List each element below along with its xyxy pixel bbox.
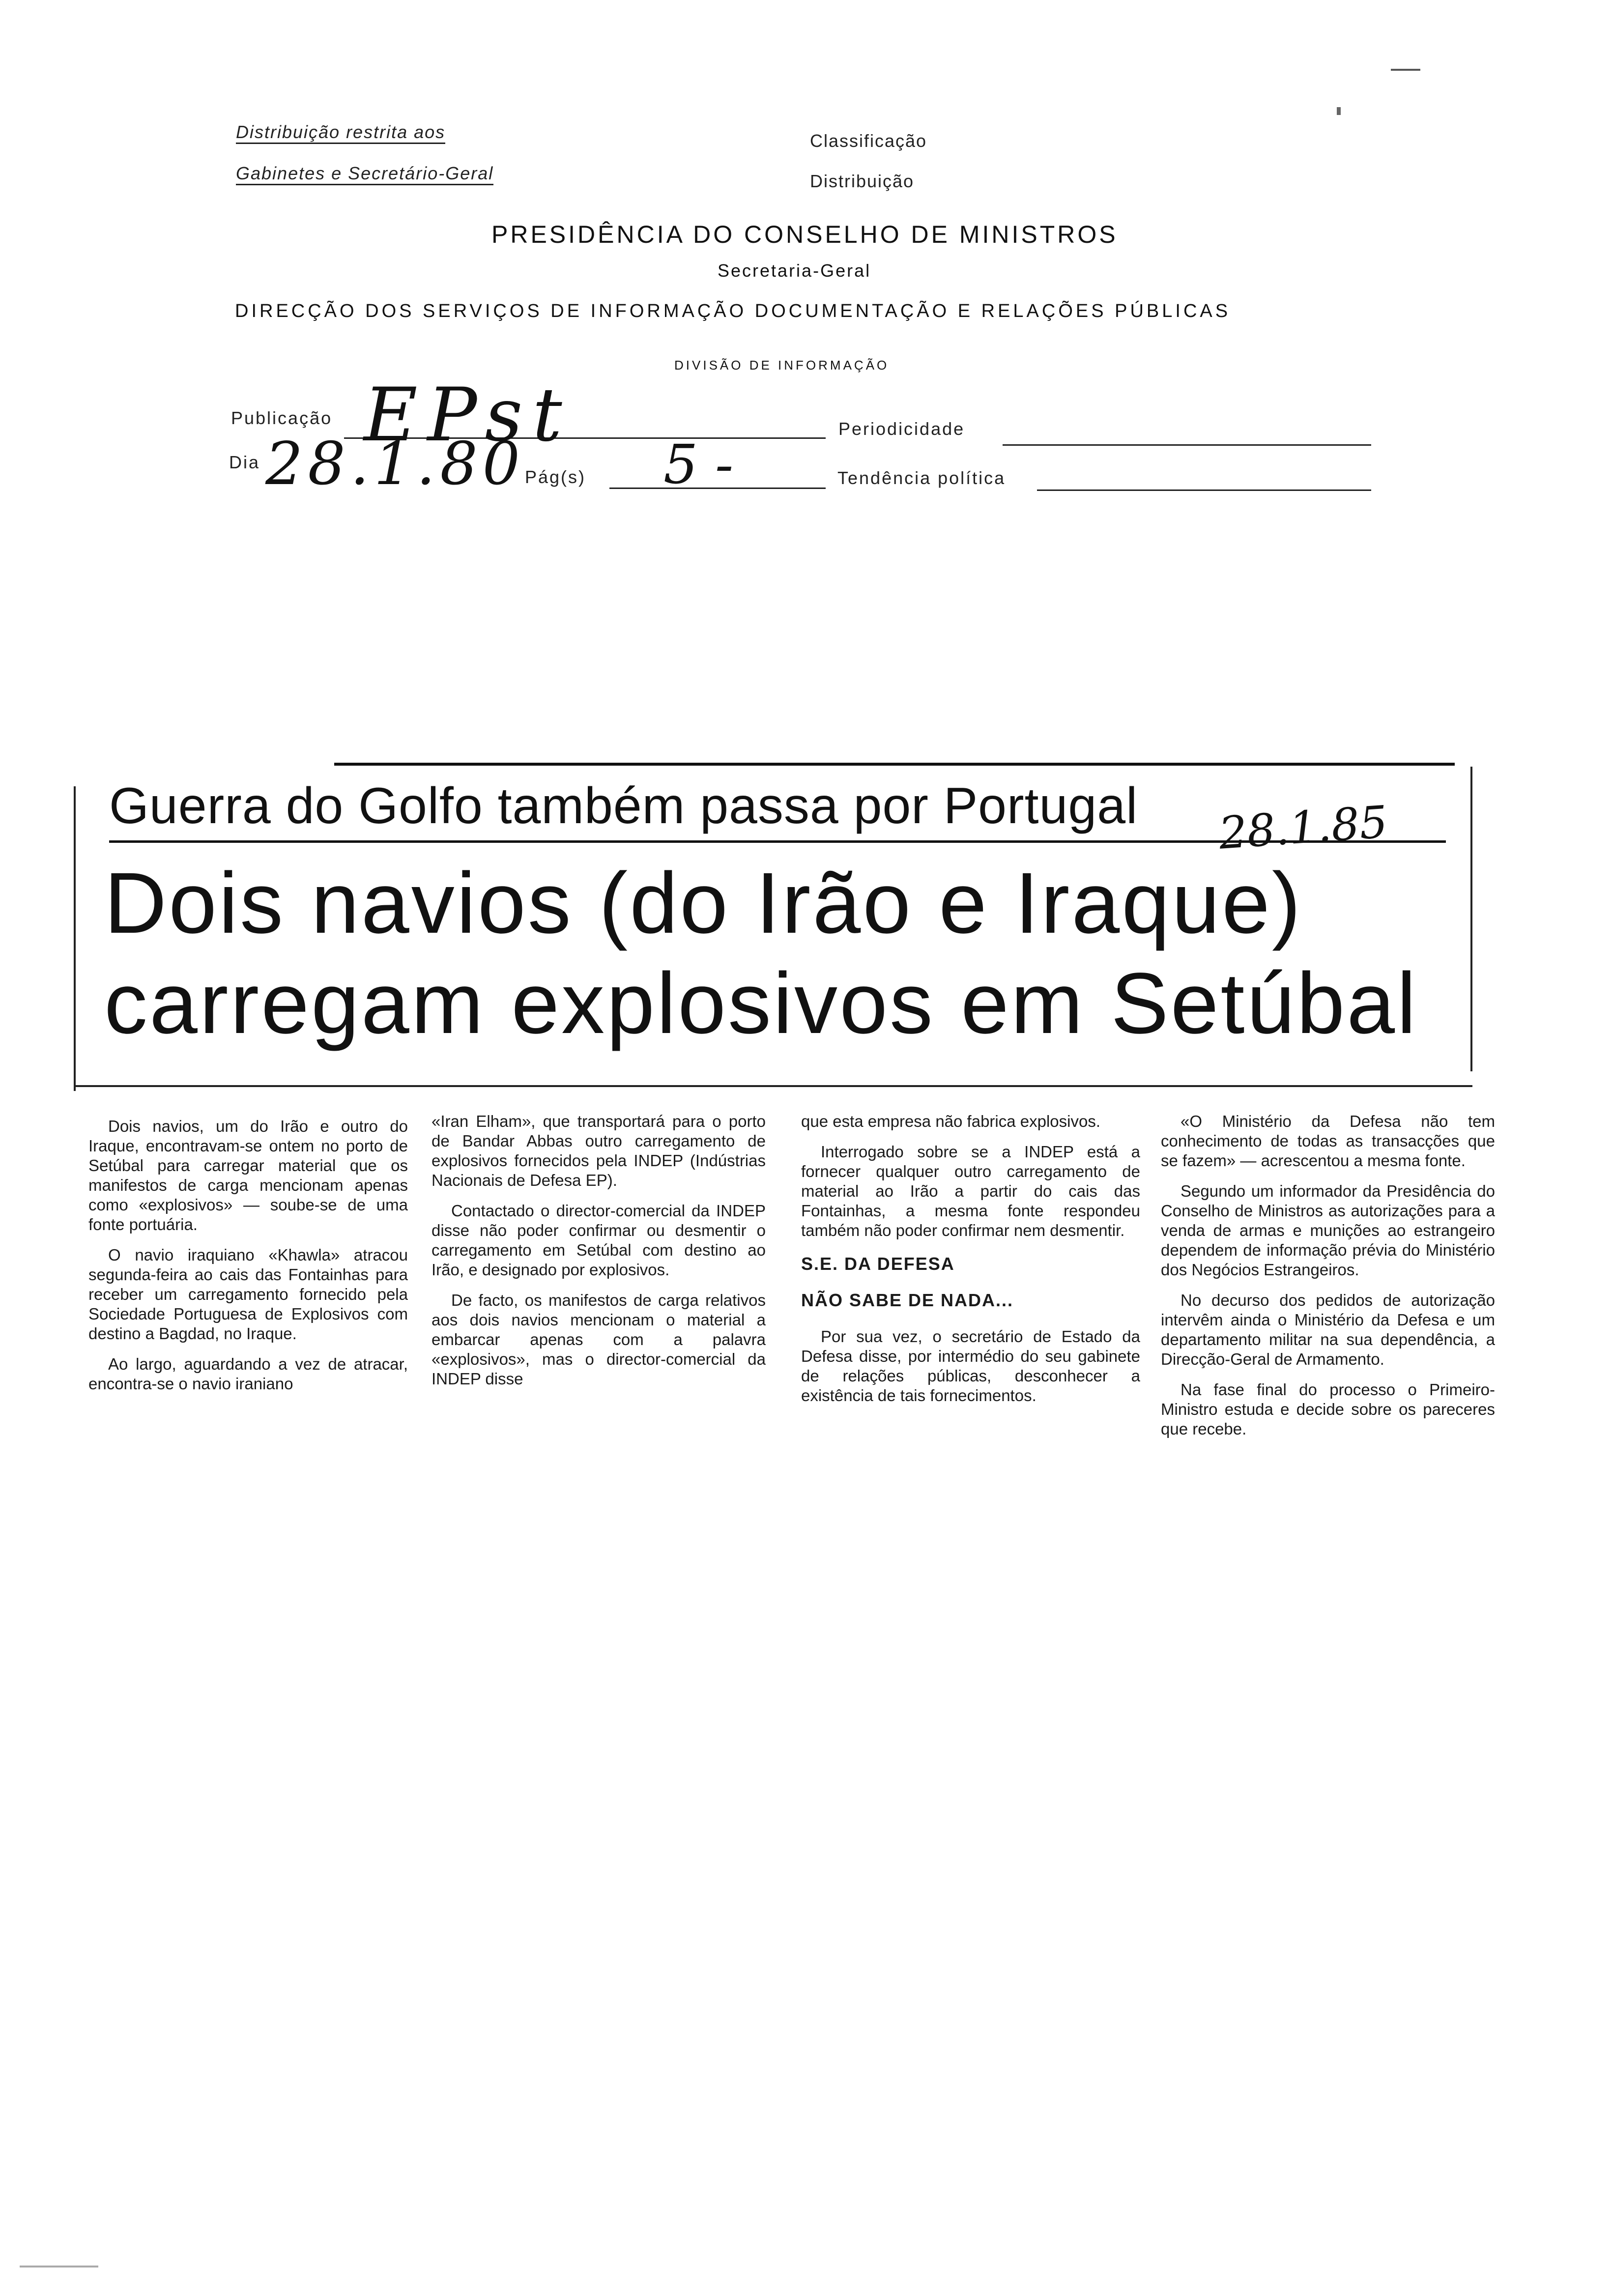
article-column-4 <box>1161 1112 1495 1450</box>
clipping-top-rule <box>334 763 1455 766</box>
distribution-label: Distribuição <box>810 171 915 191</box>
periodicity-line <box>1003 444 1371 446</box>
distribution-restricted-line2: Gabinetes e Secretário-Geral <box>236 163 493 185</box>
headline-bottom-rule <box>74 1085 1472 1087</box>
col3-subhead-1: S.E. DA DEFESA <box>801 1254 955 1274</box>
margin-handwritten-date: 28.1.85 <box>1217 796 1389 860</box>
division-line: DIVISÃO DE INFORMAÇÃO <box>674 358 890 373</box>
scan-speck <box>20 2266 98 2267</box>
distribution-restricted-line1: Distribuição restrita aos <box>236 122 445 144</box>
directorate-line: DIRECÇÃO DOS SERVIÇOS DE INFORMAÇÃO DOCUMENTAÇÃO E RELAÇÕES PÚBLICAS <box>235 301 1231 321</box>
col1-paragraph: Ao largo, aguardando a vez de atracar, encontra-se o navio iraniano <box>88 1355 408 1393</box>
article-column-3 <box>801 1112 1140 1416</box>
col3-paragraph: Por sua vez, o secretário de Estado da Defesa disse, por intermédio do seu gabinete de relações públicas, desconhecer a existência de tais fornecimentos. <box>801 1327 1140 1405</box>
col3-subhead-2: NÃO SABE DE NADA... <box>801 1290 1014 1310</box>
headline-line2: carregam explosivos em Setúbal <box>104 955 1418 1052</box>
periodicity-label: Periodicidade <box>838 419 965 439</box>
pages-label: Pág(s) <box>525 467 586 487</box>
tendency-label: Tendência política <box>837 468 1006 488</box>
article-column-2 <box>432 1112 766 1400</box>
secretariat-subtitle: Secretaria-Geral <box>718 260 871 281</box>
col3-paragraph: que esta empresa não fabrica explosivos. <box>801 1112 1101 1130</box>
col1-paragraph: O navio iraquiano «Khawla» atracou segunda-feira ao cais das Fontainhas para receber um carregamento fornecido pela Sociedade Portuguesa de Explosivos com destino a Bagdad, no Iraque. <box>88 1246 408 1343</box>
pages-handwritten: 5 - <box>663 433 734 496</box>
col4-paragraph: Segundo um informador da Presidência do Conselho de Ministros as autorizações para a venda de armas e munições ao estrangeiro dependem de informação prévia do Ministério dos Negócios Estrangeiros. <box>1161 1182 1495 1279</box>
headline-line1: Dois navios (do Irão e Iraque) <box>104 855 1303 951</box>
classification-label: Classificação <box>810 131 927 151</box>
col2-paragraph: «Iran Elham», que transportará para o porto de Bandar Abbas outro carregamento de explosivos fornecidos pela INDEP (Indústrias Nacionais de Defesa EP). <box>432 1112 766 1189</box>
publication-handwritten: EPst <box>364 373 572 458</box>
col4-paragraph: «O Ministério da Defesa não tem conhecimento de todas as transacções que se fazem» — acrescentou a mesma fonte. <box>1161 1112 1495 1170</box>
article-column-1 <box>88 1117 408 1405</box>
article-kicker: Guerra do Golfo também passa por Portugal <box>109 777 1138 834</box>
col4-paragraph: Na fase final do processo o Primeiro-Ministro estuda e decide sobre os pareceres que recebe. <box>1161 1380 1495 1438</box>
scan-speck <box>1337 107 1341 115</box>
col4-paragraph: No decurso dos pedidos de autorização intervêm ainda o Ministério da Defesa e um departamento militar na sua dependência, a Direcção-Geral de Armamento. <box>1161 1291 1495 1368</box>
day-label: Dia <box>229 452 260 472</box>
clipping-right-edge <box>1470 767 1472 1071</box>
col3-paragraph: Interrogado sobre se a INDEP está a fornecer qualquer outro carregamento de material ao Irão a partir do cais das Fontainhas, a mesma fonte respondeu também não poder confirmar nem desmentir. <box>801 1143 1140 1239</box>
clipping-left-edge <box>74 786 76 1091</box>
day-handwritten: 28.1.80 <box>265 430 525 498</box>
publication-label: Publicação <box>231 408 333 428</box>
scan-speck <box>1391 69 1420 71</box>
col2-paragraph: De facto, os manifestos de carga relativos aos dois navios mencionam o material a embarcar apenas com a palavra «explosivos», mas o director-comercial da INDEP disse <box>432 1291 766 1388</box>
presidency-title: PRESIDÊNCIA DO CONSELHO DE MINISTROS <box>491 221 1118 248</box>
tendency-line <box>1037 489 1371 491</box>
col2-paragraph: Contactado o director-comercial da INDEP disse não poder confirmar ou desmentir o carregamento em Setúbal com destino ao Irão, e designado por explosivos. <box>432 1202 766 1279</box>
col1-paragraph: Dois navios, um do Irão e outro do Iraque, encontravam-se ontem no porto de Setúbal para carregar material que os manifestos de carga mencionam apenas como «explosivos» — soube-se de uma fonte portuária. <box>88 1117 408 1234</box>
